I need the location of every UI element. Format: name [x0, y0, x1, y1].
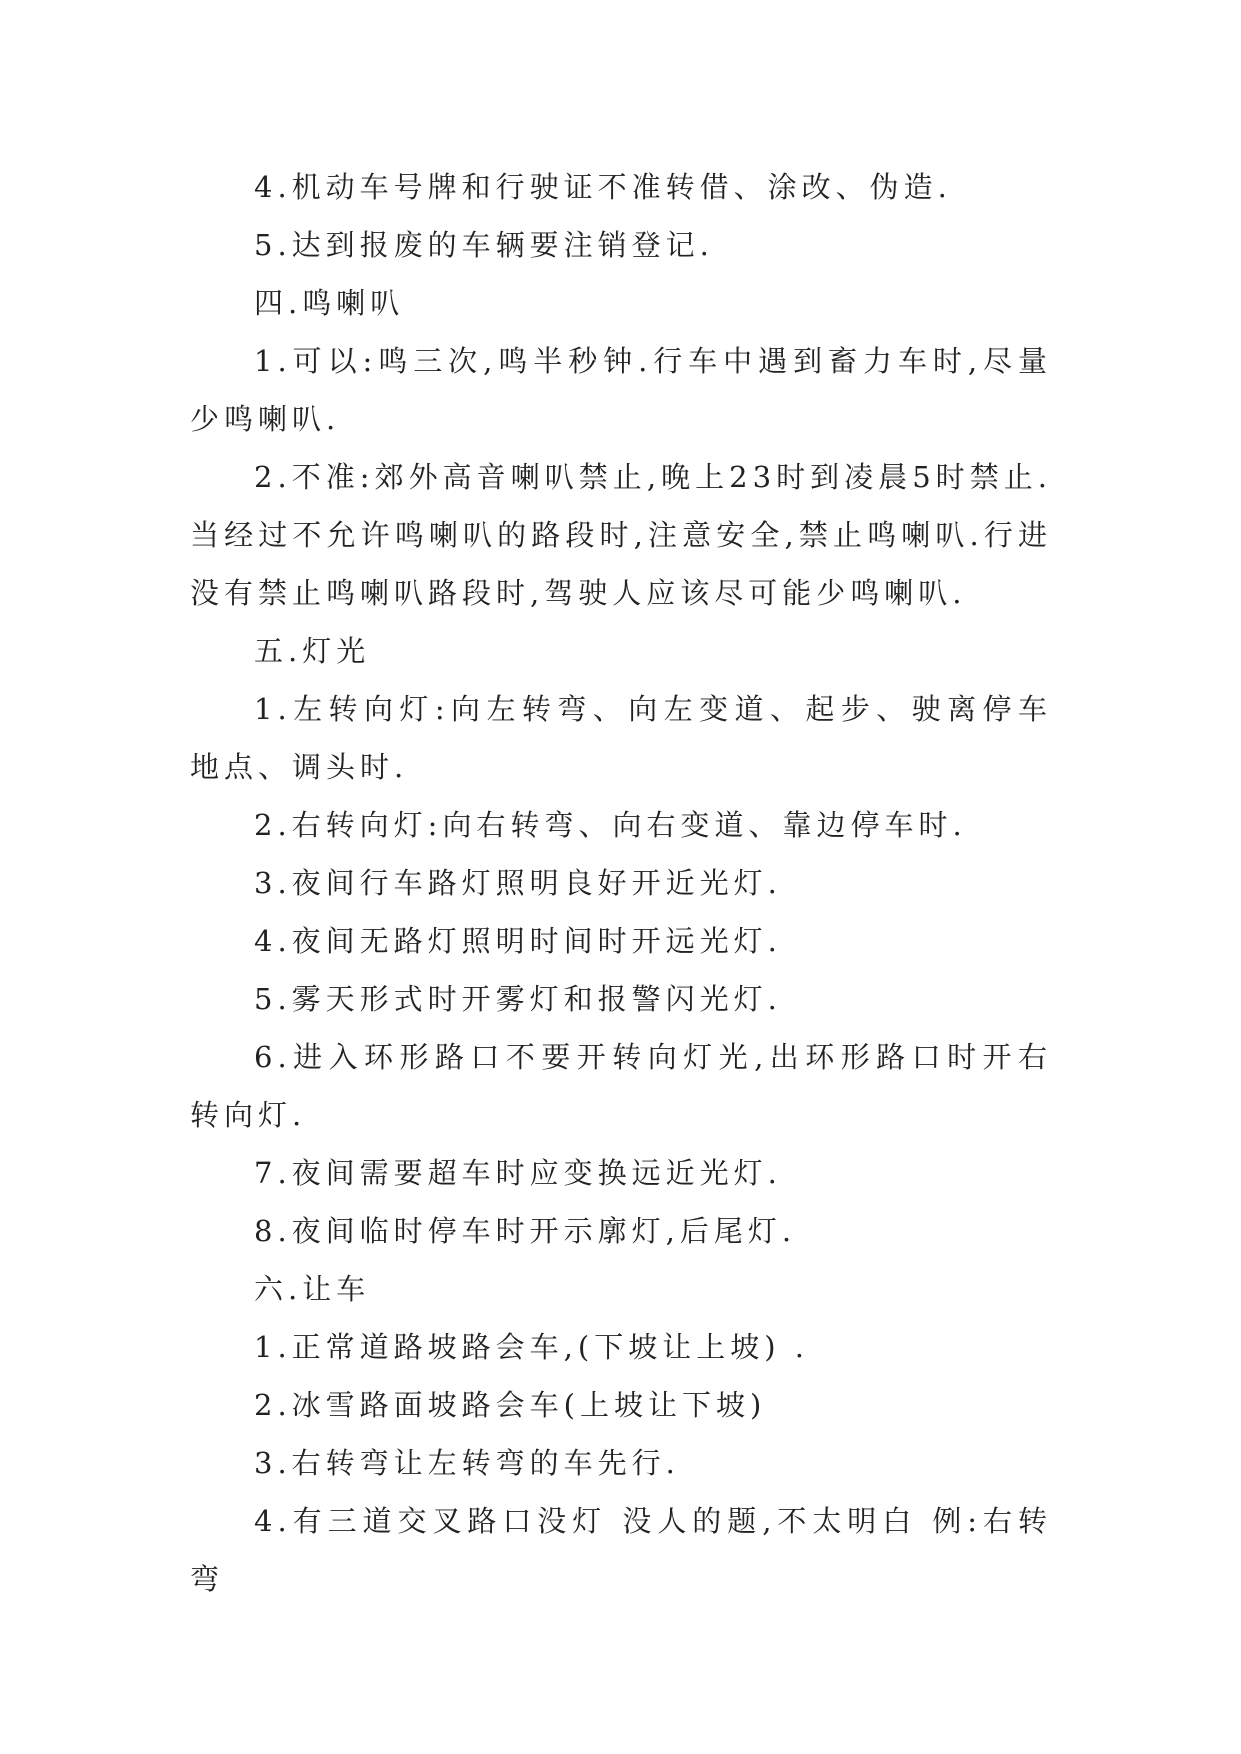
paragraph: 6.进入环形路口不要开转向灯光,出环形路口时开右转向灯. — [190, 1040, 1052, 1132]
paragraph: 1.正常道路坡路会车,(下坡让上坡) . — [254, 1330, 809, 1364]
paragraph: 3.夜间行车路灯照明良好开近光灯. — [254, 866, 782, 900]
paragraph: 7.夜间需要超车时应变换远近光灯. — [254, 1156, 782, 1190]
section-heading: 六.让车 — [254, 1272, 371, 1306]
document-body — [190, 158, 1052, 1608]
paragraph: 2.不准:郊外高音喇叭禁止,晚上23时到凌晨5时禁止.当经过不允许鸣喇叭的路段时,注意安全,禁止鸣喇叭.行进没有禁止鸣喇叭路段时,驾驶人应该尽可能少鸣喇叭. — [190, 460, 1052, 610]
paragraph: 2.冰雪路面坡路会车(上坡让下坡) — [254, 1388, 767, 1422]
paragraph: 4.夜间无路灯照明时间时开远光灯. — [254, 924, 782, 958]
paragraph: 1.左转向灯:向左转弯、向左变道、起步、驶离停车地点、调头时. — [190, 692, 1052, 784]
paragraph: 8.夜间临时停车时开示廓灯,后尾灯. — [254, 1214, 797, 1248]
section-heading: 五.灯光 — [254, 634, 371, 668]
paragraph: 1.可以:鸣三次,鸣半秒钟.行车中遇到畜力车时,尽量少鸣喇叭. — [190, 344, 1052, 436]
paragraph: 3.右转弯让左转弯的车先行. — [254, 1446, 680, 1480]
paragraph: 4.机动车号牌和行驶证不准转借、涂改、伪造. — [254, 170, 952, 204]
paragraph: 2.右转向灯:向右转弯、向右变道、靠边停车时. — [254, 808, 967, 842]
paragraph: 5.达到报废的车辆要注销登记. — [254, 228, 714, 262]
section-heading: 四.鸣喇叭 — [254, 286, 405, 320]
paragraph: 5.雾天形式时开雾灯和报警闪光灯. — [254, 982, 782, 1016]
paragraph: 4.有三道交叉路口没灯 没人的题,不太明白 例:右转弯 — [190, 1504, 1052, 1596]
